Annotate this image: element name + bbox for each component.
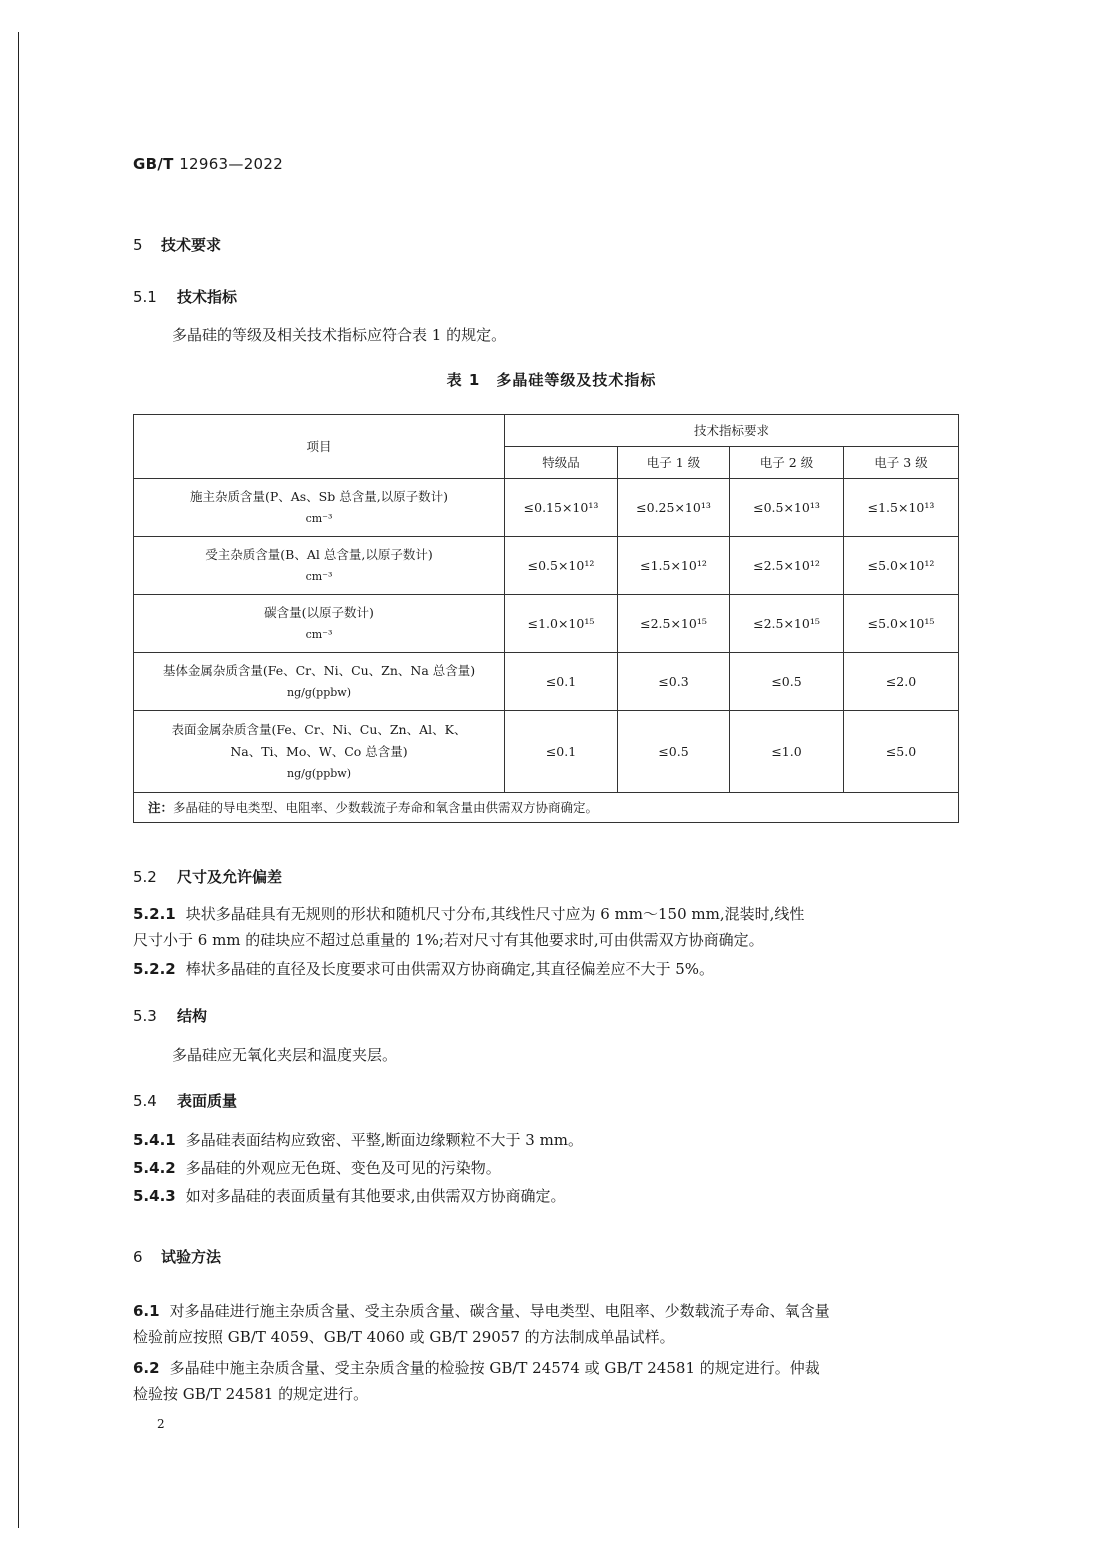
row-unit: ng/g(ppbw) xyxy=(287,685,351,699)
grade-header: 电子 1 级 xyxy=(618,447,730,479)
clause-number: 5.2.2 xyxy=(133,960,176,978)
section-5-3-heading xyxy=(133,1005,207,1026)
value-cell: ≤0.1 xyxy=(505,711,618,793)
row-label: 施主杂质含量(P、As、Sb 总含量,以原子数计) cm⁻³ xyxy=(134,479,505,537)
section-title: 尺寸及允许偏差 xyxy=(177,868,283,886)
grade-header: 电子 2 级 xyxy=(730,447,844,479)
note-label: 注： xyxy=(148,799,174,815)
page-number: 2 xyxy=(157,1417,165,1431)
standard-number: 12963—2022 xyxy=(179,155,284,173)
section-number: 6 xyxy=(133,1248,143,1266)
value-cell: ≤5.0×10¹⁵ xyxy=(844,595,959,653)
section-number: 5.1 xyxy=(133,288,157,306)
item-column-header: 项目 xyxy=(134,415,505,479)
grade-header: 特级品 xyxy=(505,447,618,479)
table-note-row xyxy=(134,793,959,823)
value-cell: ≤0.5×10¹³ xyxy=(730,479,844,537)
row-unit: cm⁻³ xyxy=(305,569,333,583)
value-cell: ≤2.0 xyxy=(844,653,959,711)
row-label: 受主杂质含量(B、Al 总含量,以原子数计) cm⁻³ xyxy=(134,537,505,595)
section-5-2-heading xyxy=(133,866,282,887)
clause-5-2-1: 5.2.1 块状多晶硅具有无规则的形状和随机尺寸分布,其线性尺寸应为 6 mm～150 mm,混装时,线性 xyxy=(133,905,805,923)
section-title: 表面质量 xyxy=(177,1092,238,1110)
spec-table xyxy=(133,414,959,823)
table-row xyxy=(134,711,959,793)
value-cell: ≤0.5 xyxy=(730,653,844,711)
value-cell: ≤1.5×10¹³ xyxy=(844,479,959,537)
grade-header: 电子 3 级 xyxy=(844,447,959,479)
section-title: 技术指标 xyxy=(177,288,238,306)
row-unit: cm⁻³ xyxy=(305,511,333,525)
value-cell: ≤0.1 xyxy=(505,653,618,711)
row-label: 基体金属杂质含量(Fe、Cr、Ni、Cu、Zn、Na 总含量) ng/g(ppbw) xyxy=(134,653,505,711)
section-number: 5 xyxy=(133,236,143,254)
section-number: 5.3 xyxy=(133,1007,157,1025)
clause-number: 5.4.3 xyxy=(133,1187,176,1205)
clause-5-4-3: 5.4.3 如对多晶硅的表面质量有其他要求,由供需双方协商确定。 xyxy=(133,1187,566,1205)
clause-number: 5.4.2 xyxy=(133,1159,176,1177)
clause-6-2: 6.2 多晶硅中施主杂质含量、受主杂质含量的检验按 GB/T 24574 或 GB/T 24581 的规定进行。仲裁 xyxy=(133,1359,820,1377)
value-cell: ≤1.5×10¹² xyxy=(618,537,730,595)
table-row xyxy=(134,537,959,595)
row-unit: cm⁻³ xyxy=(305,627,333,641)
section-number: 5.2 xyxy=(133,868,157,886)
standard-prefix: GB/T xyxy=(133,155,174,173)
standard-code xyxy=(133,155,283,173)
section-5-1-heading xyxy=(133,286,237,307)
clause-5-4-2: 5.4.2 多晶硅的外观应无色斑、变色及可见的污染物。 xyxy=(133,1159,501,1177)
row-label: 碳含量(以原子数计) cm⁻³ xyxy=(134,595,505,653)
row-label: 表面金属杂质含量(Fe、Cr、Ni、Cu、Zn、Al、K、 Na、Ti、Mo、W、Co 总含量) ng/g(ppbw) xyxy=(134,711,505,793)
value-cell: ≤0.15×10¹³ xyxy=(505,479,618,537)
clause-6-1-continued: 检验前应按照 GB/T 4059、GB/T 4060 或 GB/T 29057 的方法制成单晶试样。 xyxy=(133,1328,675,1346)
table-row xyxy=(134,595,959,653)
table-note xyxy=(134,793,959,823)
value-cell: ≤0.25×10¹³ xyxy=(618,479,730,537)
value-cell: ≤0.5 xyxy=(618,711,730,793)
section-title: 结构 xyxy=(177,1007,208,1025)
table-row xyxy=(134,653,959,711)
clause-5-4-1: 5.4.1 多晶硅表面结构应致密、平整,断面边缘颗粒不大于 3 mm。 xyxy=(133,1131,584,1149)
table-header-row xyxy=(134,415,959,447)
note-text: 多晶硅的导电类型、电阻率、少数载流子寿命和氧含量由供需双方协商确定。 xyxy=(173,799,599,815)
section-5-heading xyxy=(133,234,221,255)
clause-6-1: 6.1 对多晶硅进行施主杂质含量、受主杂质含量、碳含量、导电类型、电阻率、少数载流子寿命、氧含量 xyxy=(133,1302,830,1320)
clause-number: 6.2 xyxy=(133,1359,160,1377)
binding-margin-line xyxy=(18,32,19,1528)
section-title: 技术要求 xyxy=(161,236,222,254)
section-6-heading xyxy=(133,1246,221,1267)
table-row xyxy=(134,479,959,537)
clause-number: 6.1 xyxy=(133,1302,160,1320)
value-cell: ≤1.0×10¹⁵ xyxy=(505,595,618,653)
section-title: 试验方法 xyxy=(161,1248,222,1266)
value-cell: ≤5.0×10¹² xyxy=(844,537,959,595)
clause-number: 5.4.1 xyxy=(133,1131,176,1149)
requirement-group-header: 技术指标要求 xyxy=(505,415,959,447)
value-cell: ≤2.5×10¹² xyxy=(730,537,844,595)
value-cell: ≤2.5×10¹⁵ xyxy=(618,595,730,653)
value-cell: ≤1.0 xyxy=(730,711,844,793)
table-1-title: 表 1 多晶硅等级及技术指标 xyxy=(446,371,657,389)
value-cell: ≤2.5×10¹⁵ xyxy=(730,595,844,653)
section-5-4-heading xyxy=(133,1090,237,1111)
section-number: 5.4 xyxy=(133,1092,157,1110)
value-cell: ≤0.5×10¹² xyxy=(505,537,618,595)
value-cell: ≤5.0 xyxy=(844,711,959,793)
section-5-3-text: 多晶硅应无氧化夹层和温度夹层。 xyxy=(172,1046,398,1064)
clause-number: 5.2.1 xyxy=(133,905,176,923)
value-cell: ≤0.3 xyxy=(618,653,730,711)
clause-5-2-1-continued: 尺寸小于 6 mm 的硅块应不超过总重量的 1%;若对尺寸有其他要求时,可由供需双方协商确定。 xyxy=(133,931,764,949)
section-5-1-intro: 多晶硅的等级及相关技术指标应符合表 1 的规定。 xyxy=(172,326,507,344)
row-unit: ng/g(ppbw) xyxy=(287,766,351,780)
clause-5-2-2: 5.2.2 棒状多晶硅的直径及长度要求可由供需双方协商确定,其直径偏差应不大于 5%。 xyxy=(133,960,715,978)
clause-6-2-continued: 检验按 GB/T 24581 的规定进行。 xyxy=(133,1385,369,1403)
